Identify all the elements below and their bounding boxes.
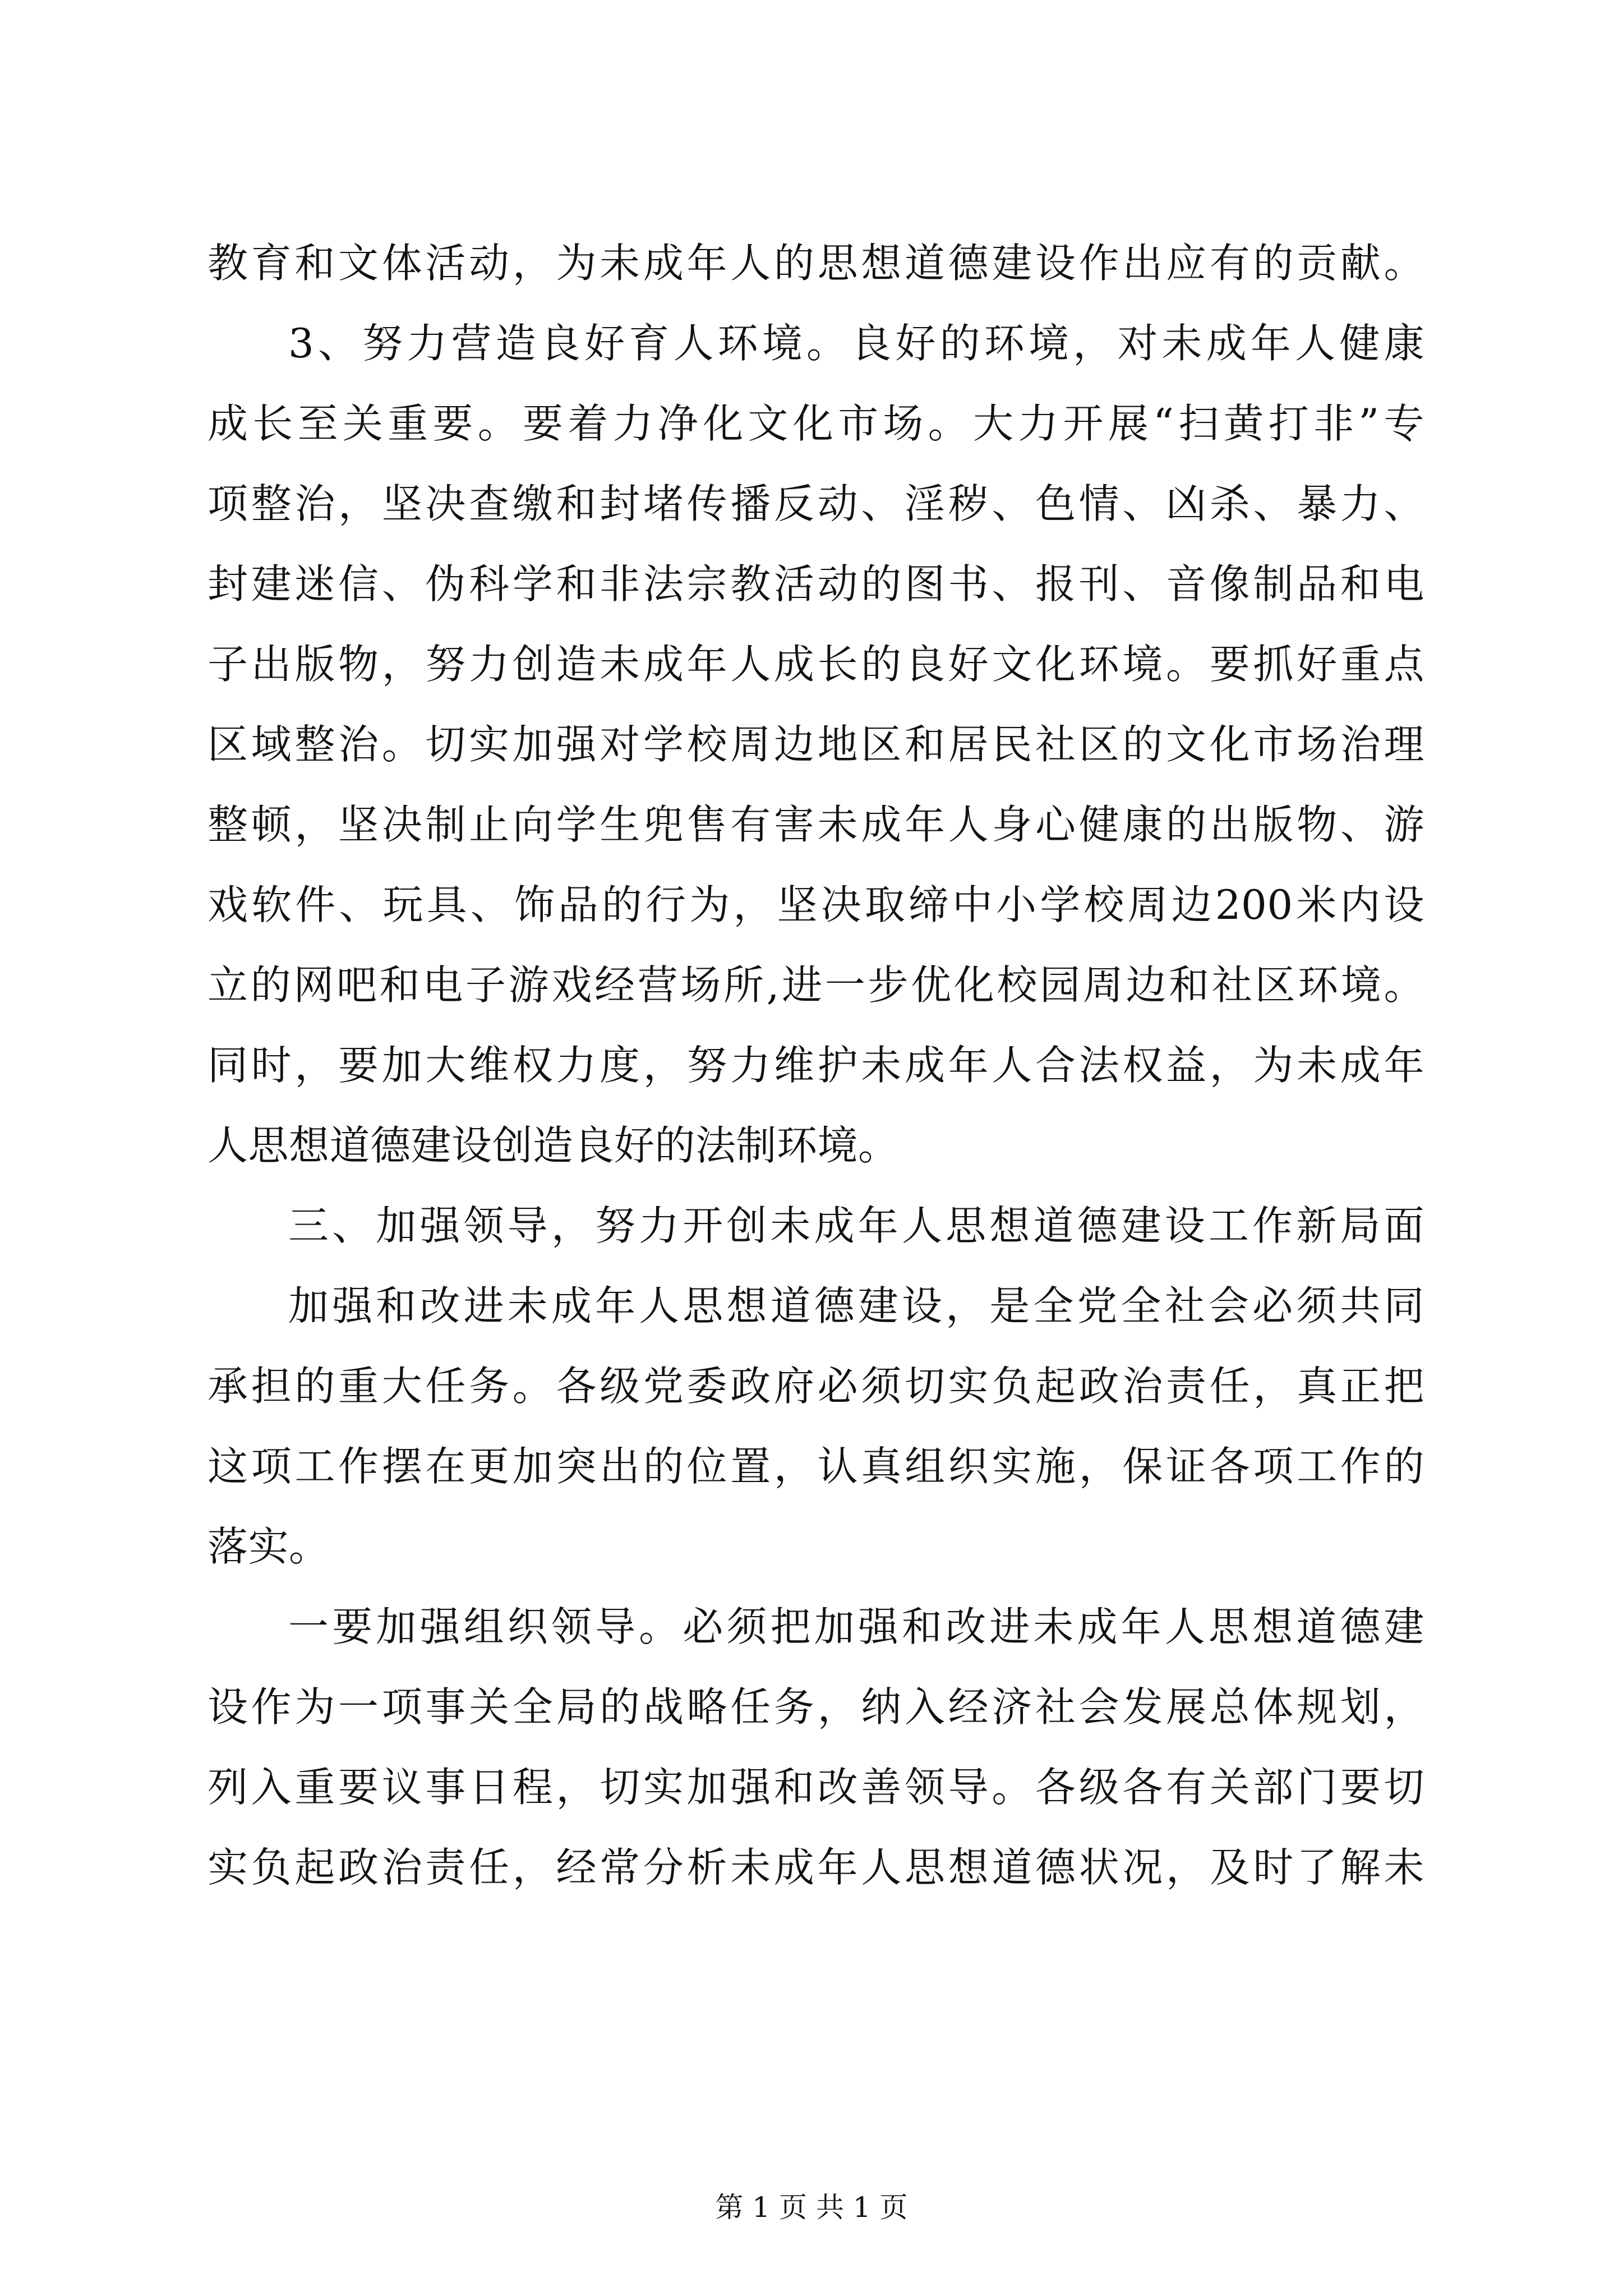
text-line: 列入重要议事日程，切实加强和改善领导。各级各有关部门要切 (208, 1764, 1424, 1811)
text-line: 教育和文体活动，为未成年人的思想道德建设作出应有的贡献。 (208, 240, 1424, 287)
text-line: 戏软件、玩具、饰品的行为，坚决取缔中小学校周边200米内设 (208, 881, 1424, 928)
text-line: 设作为一项事关全局的战略任务，纳入经济社会发展总体规划， (208, 1683, 1424, 1731)
text-line: 同时，要加大维权力度，努力维护未成年人合法权益，为未成年 (208, 1042, 1424, 1089)
text-line: 实负起政治责任，经常分析未成年人思想道德状况，及时了解未 (208, 1844, 1424, 1891)
text-line: 立的网吧和电子游戏经营场所,进一步优化校园周边和社区环境。 (208, 961, 1424, 1009)
text-line: 加强和改进未成年人思想道德建设，是全党全社会必须共同 (288, 1282, 1424, 1329)
section-heading: 三、加强领导，努力开创未成年人思想道德建设工作新局面 (288, 1202, 1424, 1249)
text-line: 封建迷信、伪科学和非法宗教活动的图书、报刊、音像制品和电 (208, 560, 1424, 608)
text-line: 3、努力营造良好育人环境。良好的环境，对未成年人健康 (288, 320, 1424, 367)
text-line: 整顿，坚决制止向学生兜售有害未成年人身心健康的出版物、游 (208, 801, 1424, 848)
text-line: 一要加强组织领导。必须把加强和改进未成年人思想道德建 (288, 1603, 1424, 1650)
page-number-footer: 第 1 页 共 1 页 (715, 2191, 908, 2224)
text-line: 项整治，坚决查缴和封堵传播反动、淫秽、色情、凶杀、暴力、 (208, 480, 1424, 527)
text-line: 人思想道德建设创造良好的法制环境。 (208, 1122, 899, 1169)
text-line: 落实。 (208, 1523, 330, 1570)
text-line: 成长至关重要。要着力净化文化市场。大力开展“扫黄打非”专 (208, 400, 1424, 447)
body-text (208, 223, 1424, 1908)
text-line: 子出版物，努力创造未成年人成长的良好文化环境。要抓好重点 (208, 641, 1424, 688)
text-line: 承担的重大任务。各级党委政府必须切实负起政治责任，真正把 (208, 1363, 1424, 1410)
text-line: 这项工作摆在更加突出的位置，认真组织实施，保证各项工作的 (208, 1443, 1424, 1490)
text-line: 区域整治。切实加强对学校周边地区和居民社区的文化市场治理 (208, 721, 1424, 768)
